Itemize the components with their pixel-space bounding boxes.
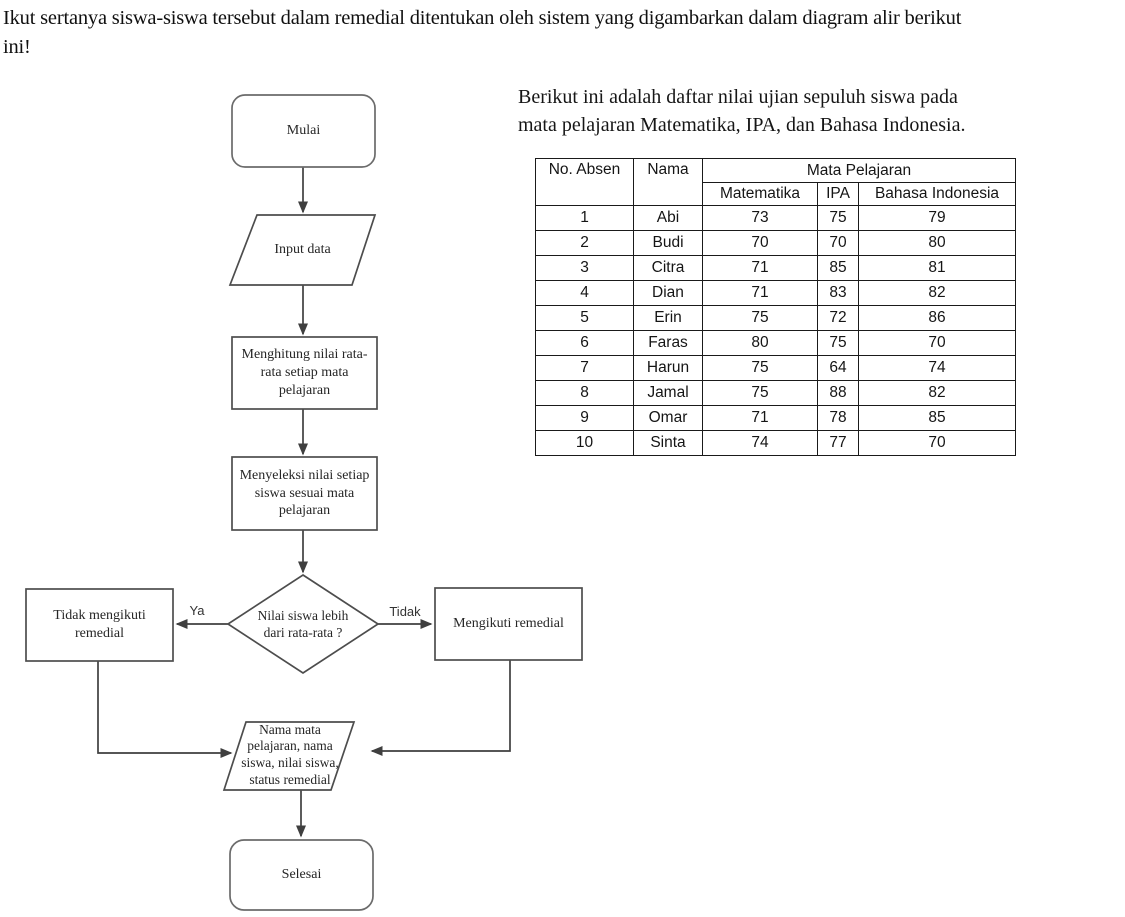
cell-matematika: 75 [703, 381, 818, 406]
cell-ipa: 75 [818, 206, 859, 231]
output-label: Nama mata pelajaran, nama siswa, nilai siswa, status remedial [241, 721, 339, 787]
cell-no: 7 [536, 356, 634, 381]
header-no-absen: No. Absen [536, 159, 634, 206]
edge-label-tidak: Tidak [389, 604, 421, 619]
edge-label-ya: Ya [189, 603, 205, 618]
caption-line-2: mata pelajaran Matematika, IPA, dan Bahasa Indonesia. [518, 113, 966, 136]
cell-no: 2 [536, 231, 634, 256]
cell-bahasa-indonesia: 80 [859, 231, 1016, 256]
cell-nama: Sinta [634, 431, 703, 456]
cell-no: 5 [536, 306, 634, 331]
cell-nama: Omar [634, 406, 703, 431]
cell-nama: Citra [634, 256, 703, 281]
cell-bahasa-indonesia: 81 [859, 256, 1016, 281]
intro-line-2: ini! [3, 36, 31, 58]
header-row-1 [536, 159, 1016, 183]
score-table [535, 158, 1016, 456]
table-row [536, 331, 1016, 356]
header-nama: Nama [634, 159, 703, 206]
cell-ipa: 75 [818, 331, 859, 356]
cell-matematika: 80 [703, 331, 818, 356]
cell-ipa: 70 [818, 231, 859, 256]
cell-matematika: 71 [703, 256, 818, 281]
header-bahasa-indonesia: Bahasa Indonesia [859, 183, 1016, 206]
cell-nama: Harun [634, 356, 703, 381]
cell-matematika: 71 [703, 406, 818, 431]
start-label: Mulai [286, 123, 321, 139]
cell-matematika: 73 [703, 206, 818, 231]
table-row [536, 406, 1016, 431]
cell-matematika: 71 [703, 281, 818, 306]
process-average-label: Menghitung nilai rata-rata setiap mata pelajaran [241, 347, 368, 398]
cell-bahasa-indonesia: 82 [859, 381, 1016, 406]
caption-line-1: Berikut ini adalah daftar nilai ujian sepuluh siswa pada [518, 86, 958, 108]
cell-matematika: 74 [703, 431, 818, 456]
cell-nama: Faras [634, 331, 703, 356]
table-row [536, 281, 1016, 306]
cell-no: 8 [536, 381, 634, 406]
remedial-label: Mengikuti remedial [453, 616, 564, 632]
cell-matematika: 75 [703, 356, 818, 381]
cell-bahasa-indonesia: 70 [859, 431, 1016, 456]
cell-no: 10 [536, 431, 634, 456]
cell-nama: Abi [634, 206, 703, 231]
header-ipa: IPA [818, 183, 859, 206]
cell-nama: Jamal [634, 381, 703, 406]
cell-matematika: 70 [703, 231, 818, 256]
no-remedial-label: Tidak mengikuti remedial [53, 608, 146, 641]
decision-label: Nilai siswa lebih dari rata-rata ? [257, 607, 349, 640]
table-row [536, 306, 1016, 331]
cell-ipa: 72 [818, 306, 859, 331]
edge-remedial-output [372, 660, 510, 751]
cell-ipa: 85 [818, 256, 859, 281]
cell-ipa: 77 [818, 431, 859, 456]
cell-no: 9 [536, 406, 634, 431]
intro-line-1: Ikut sertanya siswa-siswa tersebut dalam remedial ditentukan oleh sistem yang digambarkan dalam diagram alir berikut [3, 7, 962, 29]
cell-matematika: 75 [703, 306, 818, 331]
input-label: Input data [274, 242, 331, 258]
end-label: Selesai [281, 867, 322, 883]
cell-ipa: 83 [818, 281, 859, 306]
edge-noremedial-output [98, 661, 231, 753]
cell-bahasa-indonesia: 86 [859, 306, 1016, 331]
cell-ipa: 78 [818, 406, 859, 431]
table-row [536, 231, 1016, 256]
cell-bahasa-indonesia: 70 [859, 331, 1016, 356]
table-row [536, 381, 1016, 406]
table-row [536, 431, 1016, 456]
cell-bahasa-indonesia: 82 [859, 281, 1016, 306]
table-row [536, 206, 1016, 231]
table-row [536, 256, 1016, 281]
cell-no: 6 [536, 331, 634, 356]
cell-nama: Erin [634, 306, 703, 331]
header-mata-pelajaran: Mata Pelajaran [703, 159, 1016, 183]
header-matematika: Matematika [703, 183, 818, 206]
cell-ipa: 64 [818, 356, 859, 381]
table-row [536, 356, 1016, 381]
cell-bahasa-indonesia: 74 [859, 356, 1016, 381]
cell-nama: Budi [634, 231, 703, 256]
cell-bahasa-indonesia: 79 [859, 206, 1016, 231]
process-select-label: Menyeleksi nilai setiap siswa sesuai mata pelajaran [239, 467, 370, 519]
cell-bahasa-indonesia: 85 [859, 406, 1016, 431]
cell-no: 4 [536, 281, 634, 306]
cell-ipa: 88 [818, 381, 859, 406]
cell-nama: Dian [634, 281, 703, 306]
cell-no: 1 [536, 206, 634, 231]
cell-no: 3 [536, 256, 634, 281]
